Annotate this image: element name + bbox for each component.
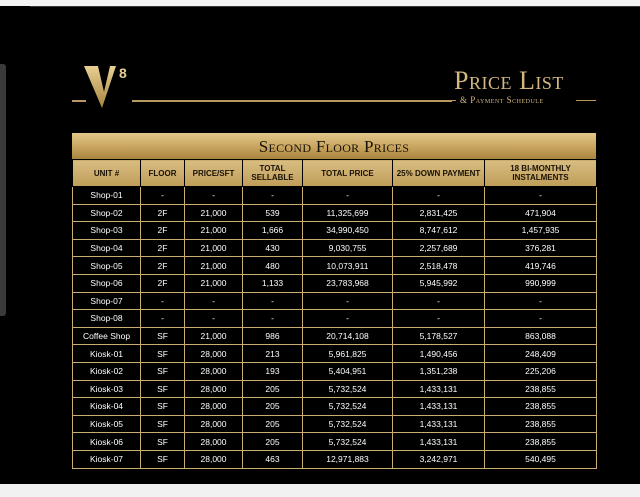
down-payment-cell: - bbox=[393, 310, 485, 328]
total-price-cell: 5,961,825 bbox=[303, 345, 393, 363]
floor-cell: - bbox=[141, 292, 185, 310]
unit-cell: Kiosk-04 bbox=[73, 398, 141, 416]
unit-cell: Coffee Shop bbox=[73, 327, 141, 345]
total-price-cell: 11,325,699 bbox=[303, 204, 393, 222]
total-price-cell: 20,714,108 bbox=[303, 327, 393, 345]
total-price-cell: 5,732,524 bbox=[303, 415, 393, 433]
table-row bbox=[73, 292, 597, 310]
down-payment-cell: 1,351,238 bbox=[393, 362, 485, 380]
total-price-cell: 5,732,524 bbox=[303, 433, 393, 451]
unit-cell: Kiosk-06 bbox=[73, 433, 141, 451]
table-banner: Second Floor Prices bbox=[72, 133, 596, 159]
col-header-instalments: 18 BI-MONTHLY INSTALMENTS bbox=[485, 160, 597, 187]
instalment-cell: 248,409 bbox=[485, 345, 597, 363]
down-payment-cell: - bbox=[393, 187, 485, 205]
logo-superscript: 8 bbox=[119, 65, 127, 81]
total-price-cell: 5,732,524 bbox=[303, 398, 393, 416]
unit-cell: Shop-04 bbox=[73, 239, 141, 257]
floor-cell: SF bbox=[141, 345, 185, 363]
top-divider bbox=[30, 6, 640, 7]
subtitle-rule-left bbox=[450, 100, 456, 101]
price-sft-cell: 21,000 bbox=[185, 327, 243, 345]
price-sft-cell: - bbox=[185, 310, 243, 328]
price-grid bbox=[72, 159, 597, 469]
total-price-cell: 9,030,755 bbox=[303, 239, 393, 257]
subtitle-rule-right bbox=[576, 100, 596, 101]
down-payment-cell: 1,490,456 bbox=[393, 345, 485, 363]
table-row bbox=[73, 450, 597, 468]
table-row bbox=[73, 187, 597, 205]
table-row bbox=[73, 380, 597, 398]
instalment-cell: 990,999 bbox=[485, 274, 597, 292]
table-row bbox=[73, 415, 597, 433]
instalment-cell: - bbox=[485, 187, 597, 205]
unit-cell: Shop-08 bbox=[73, 310, 141, 328]
table-row bbox=[73, 345, 597, 363]
unit-cell: Shop-06 bbox=[73, 274, 141, 292]
price-sft-cell: 28,000 bbox=[185, 450, 243, 468]
instalment-cell: 1,457,935 bbox=[485, 222, 597, 240]
total-sellable-cell: - bbox=[243, 310, 303, 328]
instalment-cell: 238,855 bbox=[485, 398, 597, 416]
table-row bbox=[73, 327, 597, 345]
down-payment-cell: 8,747,612 bbox=[393, 222, 485, 240]
price-sft-cell: 21,000 bbox=[185, 204, 243, 222]
price-sft-cell: 21,000 bbox=[185, 222, 243, 240]
total-price-cell: 5,732,524 bbox=[303, 380, 393, 398]
price-sft-cell: 28,000 bbox=[185, 345, 243, 363]
bottom-strip bbox=[0, 484, 640, 497]
instalment-cell: 471,904 bbox=[485, 204, 597, 222]
down-payment-cell: 5,178,527 bbox=[393, 327, 485, 345]
side-scroll-handle[interactable] bbox=[0, 64, 6, 316]
page-title: Price List bbox=[454, 66, 564, 95]
total-sellable-cell: 205 bbox=[243, 398, 303, 416]
total-price-cell: 12,971,883 bbox=[303, 450, 393, 468]
floor-cell: SF bbox=[141, 362, 185, 380]
total-sellable-cell: 205 bbox=[243, 415, 303, 433]
total-price-cell: - bbox=[303, 187, 393, 205]
unit-cell: Shop-03 bbox=[73, 222, 141, 240]
total-sellable-cell: 205 bbox=[243, 433, 303, 451]
total-price-cell: 34,990,450 bbox=[303, 222, 393, 240]
floor-cell: - bbox=[141, 187, 185, 205]
floor-cell: SF bbox=[141, 327, 185, 345]
price-sft-cell: 28,000 bbox=[185, 380, 243, 398]
floor-cell: SF bbox=[141, 380, 185, 398]
unit-cell: Kiosk-02 bbox=[73, 362, 141, 380]
unit-cell: Shop-02 bbox=[73, 204, 141, 222]
table-header-row bbox=[73, 160, 597, 187]
floor-cell: SF bbox=[141, 450, 185, 468]
instalment-cell: 863,088 bbox=[485, 327, 597, 345]
total-sellable-cell: 463 bbox=[243, 450, 303, 468]
price-sft-cell: 28,000 bbox=[185, 362, 243, 380]
price-table bbox=[72, 133, 596, 469]
down-payment-cell: - bbox=[393, 292, 485, 310]
logo-rule-right bbox=[132, 100, 452, 102]
total-price-cell: - bbox=[303, 310, 393, 328]
total-price-cell: 23,783,968 bbox=[303, 274, 393, 292]
col-header-floor: FLOOR bbox=[141, 160, 185, 187]
price-sft-cell: 28,000 bbox=[185, 433, 243, 451]
unit-cell: Kiosk-01 bbox=[73, 345, 141, 363]
down-payment-cell: 2,831,425 bbox=[393, 204, 485, 222]
instalment-cell: 419,746 bbox=[485, 257, 597, 275]
total-price-cell: 10,073,911 bbox=[303, 257, 393, 275]
floor-cell: 2F bbox=[141, 239, 185, 257]
instalment-cell: - bbox=[485, 310, 597, 328]
price-sft-cell: - bbox=[185, 187, 243, 205]
instalment-cell: 238,855 bbox=[485, 380, 597, 398]
price-sft-cell: 28,000 bbox=[185, 398, 243, 416]
floor-cell: - bbox=[141, 310, 185, 328]
floor-cell: SF bbox=[141, 415, 185, 433]
price-sft-cell: 28,000 bbox=[185, 415, 243, 433]
v8-logo bbox=[72, 62, 132, 110]
down-payment-cell: 5,945,992 bbox=[393, 274, 485, 292]
floor-cell: 2F bbox=[141, 222, 185, 240]
floor-cell: 2F bbox=[141, 204, 185, 222]
instalment-cell: - bbox=[485, 292, 597, 310]
total-sellable-cell: 539 bbox=[243, 204, 303, 222]
col-header-total-price: TOTAL PRICE bbox=[303, 160, 393, 187]
table-row bbox=[73, 362, 597, 380]
unit-cell: Kiosk-07 bbox=[73, 450, 141, 468]
total-sellable-cell: 480 bbox=[243, 257, 303, 275]
price-sft-cell: 21,000 bbox=[185, 239, 243, 257]
unit-cell: Kiosk-05 bbox=[73, 415, 141, 433]
table-row bbox=[73, 239, 597, 257]
logo-rule-left bbox=[72, 100, 86, 102]
floor-cell: SF bbox=[141, 433, 185, 451]
unit-cell: Kiosk-03 bbox=[73, 380, 141, 398]
col-header-price-sft: PRICE/SFT bbox=[185, 160, 243, 187]
down-payment-cell: 3,242,971 bbox=[393, 450, 485, 468]
down-payment-cell: 1,433,131 bbox=[393, 433, 485, 451]
price-sft-cell: 21,000 bbox=[185, 274, 243, 292]
total-sellable-cell: 1,666 bbox=[243, 222, 303, 240]
total-sellable-cell: 213 bbox=[243, 345, 303, 363]
floor-cell: 2F bbox=[141, 274, 185, 292]
unit-cell: Shop-07 bbox=[73, 292, 141, 310]
page-subtitle: & Payment Schedule bbox=[460, 95, 544, 105]
table-row bbox=[73, 433, 597, 451]
instalment-cell: 225,206 bbox=[485, 362, 597, 380]
instalment-cell: 238,855 bbox=[485, 433, 597, 451]
total-price-cell: 5,404,951 bbox=[303, 362, 393, 380]
total-sellable-cell: - bbox=[243, 292, 303, 310]
total-sellable-cell: 193 bbox=[243, 362, 303, 380]
table-row bbox=[73, 204, 597, 222]
col-header-unit: UNIT # bbox=[73, 160, 141, 187]
total-sellable-cell: - bbox=[243, 187, 303, 205]
floor-cell: 2F bbox=[141, 257, 185, 275]
floor-cell: SF bbox=[141, 398, 185, 416]
instalment-cell: 238,855 bbox=[485, 415, 597, 433]
total-price-cell: - bbox=[303, 292, 393, 310]
instalment-cell: 376,281 bbox=[485, 239, 597, 257]
down-payment-cell: 1,433,131 bbox=[393, 380, 485, 398]
unit-cell: Shop-01 bbox=[73, 187, 141, 205]
instalment-cell: 540,495 bbox=[485, 450, 597, 468]
table-row bbox=[73, 274, 597, 292]
price-sft-cell: - bbox=[185, 292, 243, 310]
table-row bbox=[73, 398, 597, 416]
table-row bbox=[73, 222, 597, 240]
col-header-down-payment: 25% DOWN PAYMENT bbox=[393, 160, 485, 187]
unit-cell: Shop-05 bbox=[73, 257, 141, 275]
down-payment-cell: 2,257,689 bbox=[393, 239, 485, 257]
total-sellable-cell: 205 bbox=[243, 380, 303, 398]
down-payment-cell: 1,433,131 bbox=[393, 415, 485, 433]
price-sft-cell: 21,000 bbox=[185, 257, 243, 275]
down-payment-cell: 2,518,478 bbox=[393, 257, 485, 275]
total-sellable-cell: 430 bbox=[243, 239, 303, 257]
col-header-total-sellable: TOTAL SELLABLE bbox=[243, 160, 303, 187]
total-sellable-cell: 1,133 bbox=[243, 274, 303, 292]
table-row bbox=[73, 257, 597, 275]
total-sellable-cell: 986 bbox=[243, 327, 303, 345]
table-row bbox=[73, 310, 597, 328]
down-payment-cell: 1,433,131 bbox=[393, 398, 485, 416]
